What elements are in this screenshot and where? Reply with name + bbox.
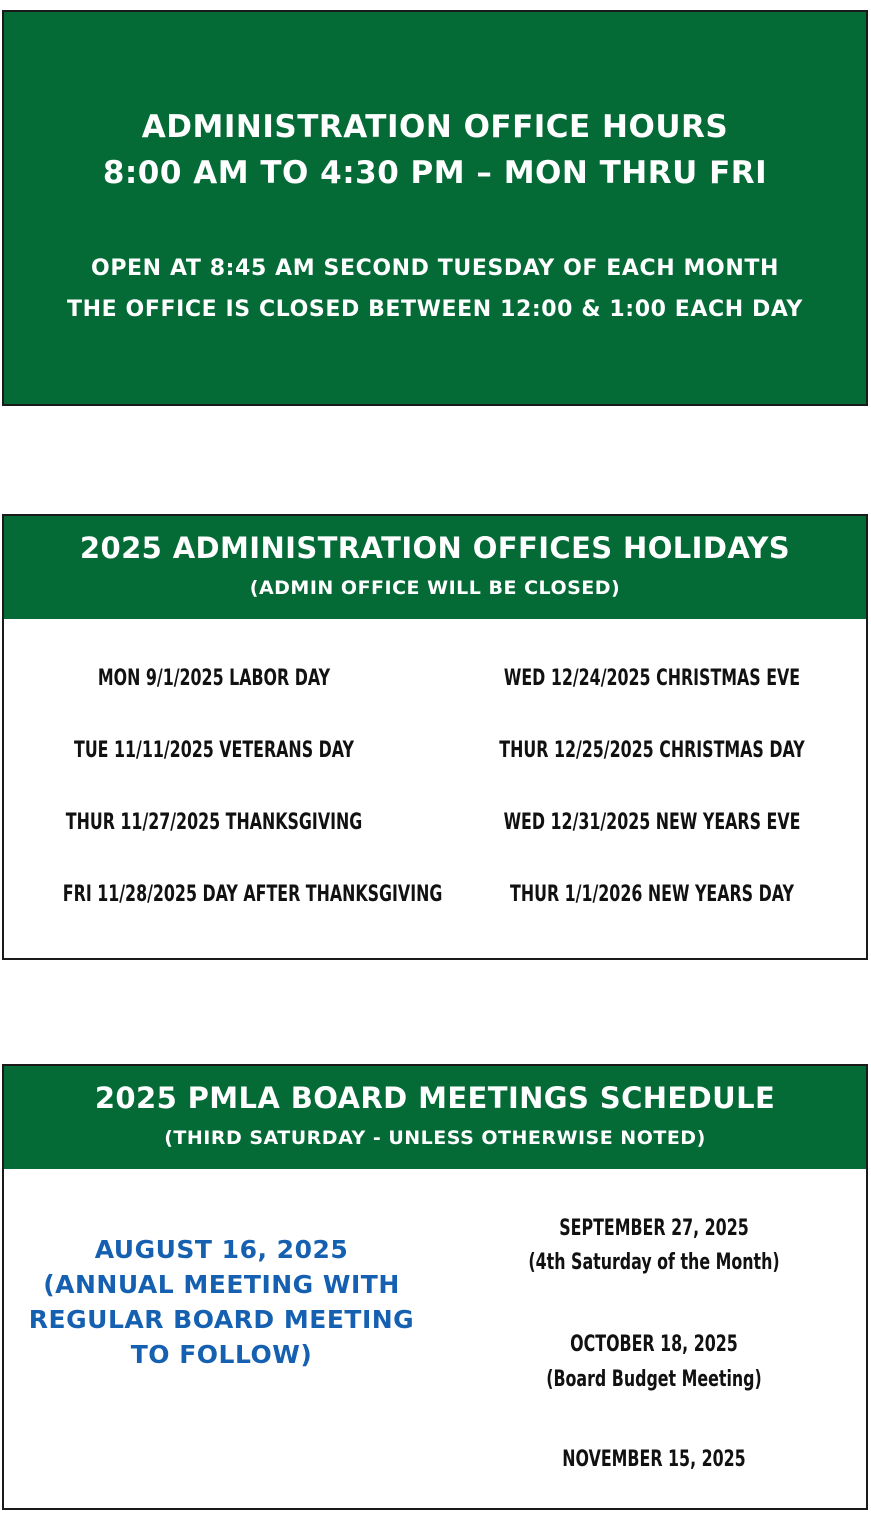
annual-meeting-note: TO FOLLOW) — [130, 1340, 313, 1369]
meeting-date: NOVEMBER 15, 2025 — [562, 1447, 746, 1472]
holidays-subtitle: (ADMIN OFFICE WILL BE CLOSED) — [249, 577, 621, 599]
meeting-note: (Board Budget Meeting) — [546, 1367, 762, 1392]
holiday-item: THUR 1/1/2026 NEW YEARS DAY — [510, 882, 794, 907]
lunch-closure-note: THE OFFICE IS CLOSED BETWEEN 12:00 & 1:00 EACH DAY — [67, 297, 803, 322]
board-meetings-header — [4, 1066, 866, 1169]
meeting-date: SEPTEMBER 27, 2025 — [559, 1216, 749, 1241]
board-meetings-title: 2025 PMLA BOARD MEETINGS SCHEDULE — [94, 1081, 776, 1115]
annual-meeting-highlight — [24, 1232, 419, 1372]
office-hours-times: 8:00 AM TO 4:30 PM – MON THRU FRI — [102, 155, 768, 191]
office-hours-panel — [2, 10, 868, 406]
annual-meeting-note: (ANNUAL MEETING WITH — [43, 1270, 400, 1299]
holiday-item: WED 12/31/2025 NEW YEARS EVE — [503, 810, 801, 835]
holiday-item: THUR 12/25/2025 CHRISTMAS DAY — [499, 738, 805, 763]
meeting-note: (4th Saturday of the Month) — [528, 1250, 780, 1275]
holiday-item: TUE 11/11/2025 VETERANS DAY — [74, 738, 354, 763]
office-hours-title: ADMINISTRATION OFFICE HOURS — [141, 109, 729, 145]
holidays-panel — [2, 514, 868, 960]
office-hours-notes — [4, 248, 866, 330]
second-tuesday-note: OPEN AT 8:45 AM SECOND TUESDAY OF EACH MONTH — [91, 256, 779, 281]
board-meetings-panel — [2, 1064, 868, 1510]
office-hours-heading — [4, 104, 866, 196]
holiday-item: THUR 11/27/2025 THANKSGIVING — [65, 810, 363, 835]
annual-meeting-note: REGULAR BOARD MEETING — [28, 1305, 415, 1334]
meeting-date: OCTOBER 18, 2025 — [570, 1332, 738, 1357]
holidays-header — [4, 516, 866, 619]
holiday-item: MON 9/1/2025 LABOR DAY — [97, 666, 331, 691]
annual-meeting-date: AUGUST 16, 2025 — [94, 1235, 349, 1264]
board-meetings-subtitle: (THIRD SATURDAY - UNLESS OTHERWISE NOTED) — [164, 1127, 706, 1149]
holiday-item: WED 12/24/2025 CHRISTMAS EVE — [503, 666, 801, 691]
holidays-title: 2025 ADMINISTRATION OFFICES HOLIDAYS — [79, 531, 791, 565]
holiday-item: FRI 11/28/2025 DAY AFTER THANKSGIVING — [62, 882, 443, 907]
